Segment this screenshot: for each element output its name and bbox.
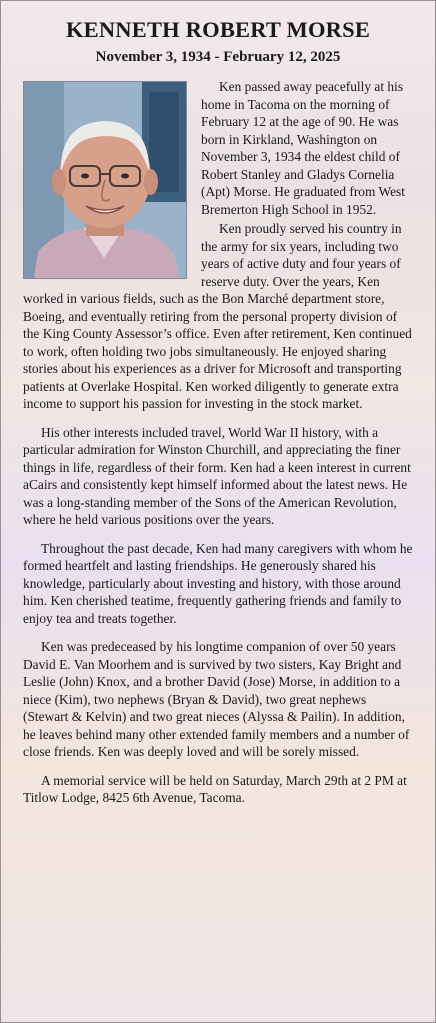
paragraph-family: Ken was predeceased by his longtime companion of over 50 years David E. Van Moorhem and is survived by two sisters, Kay Bright and Leslie (John) Knox, and a brother David (Jose) Morse, in addition to a niece (Kim), two nephews (Bryan & David), two great nephews (Stewart & Kelvin) and two great nieces (Alyssa & Pailin). In addition, he leaves behind many other extended family members and a number of close friends. Ken was deeply loved and will be sorely missed.: [23, 639, 410, 759]
paragraph-memorial: A memorial service will be held on Saturday, March 29th at 2 PM at Titlow Lodge, 8425 6th Avenue, Tacoma.: [23, 772, 407, 805]
paragraph-career: Ken proudly served his country in the army for six years, including two years of active duty and four years of reserve duty. Over the years, Ken worked in various fields, such as the Bon Marché department store, Boeing, and eventually retiring from the personal property division of the King County Assessor’s office. Even after retirement, Ken continued to work, often holding two jobs simultaneously. He enjoyed sharing stories about his experiences as a driver for Microsoft and transporting patients at Overlake Hospital. Ken worked diligently to generate extra income to support his passion for investing in the stock market.: [23, 221, 412, 411]
paragraph-interests: His other interests included travel, World War II history, with a particular admiration for Winston Churchill, and appreciating the finer things in life, regardless of their form. Ken had a keen interest in current aCairs and consistently kept himself informed about the latest news. He was a long-standing member of the Sons of the American Revolution, where he held various positions over the years.: [23, 424, 411, 527]
life-dates: November 3, 1934 - February 12, 2025: [95, 49, 341, 65]
obituary-body: [23, 78, 413, 807]
obituary-name: KENNETH ROBERT MORSE: [65, 17, 371, 42]
portrait-photo: [23, 81, 187, 279]
paragraph-caregivers: Throughout the past decade, Ken had many caregivers with whom he formed heartfelt and lasting friendships. He generously shared his knowledge, particularly about investing and history, with those around him. Ken cherished teatime, frequently gathering friends and family to enjoy tea and treats together.: [23, 540, 413, 626]
paragraph-intro: Ken passed away peacefully at his home in Tacoma on the morning of February 12 at the age of 90. He was born in Kirkland, Washington on November 3, 1934 the eldest child of Robert Stanley and Gladys Cornelia (Apt) Morse. He graduated from West Bremerton High School in 1952.: [201, 79, 405, 217]
